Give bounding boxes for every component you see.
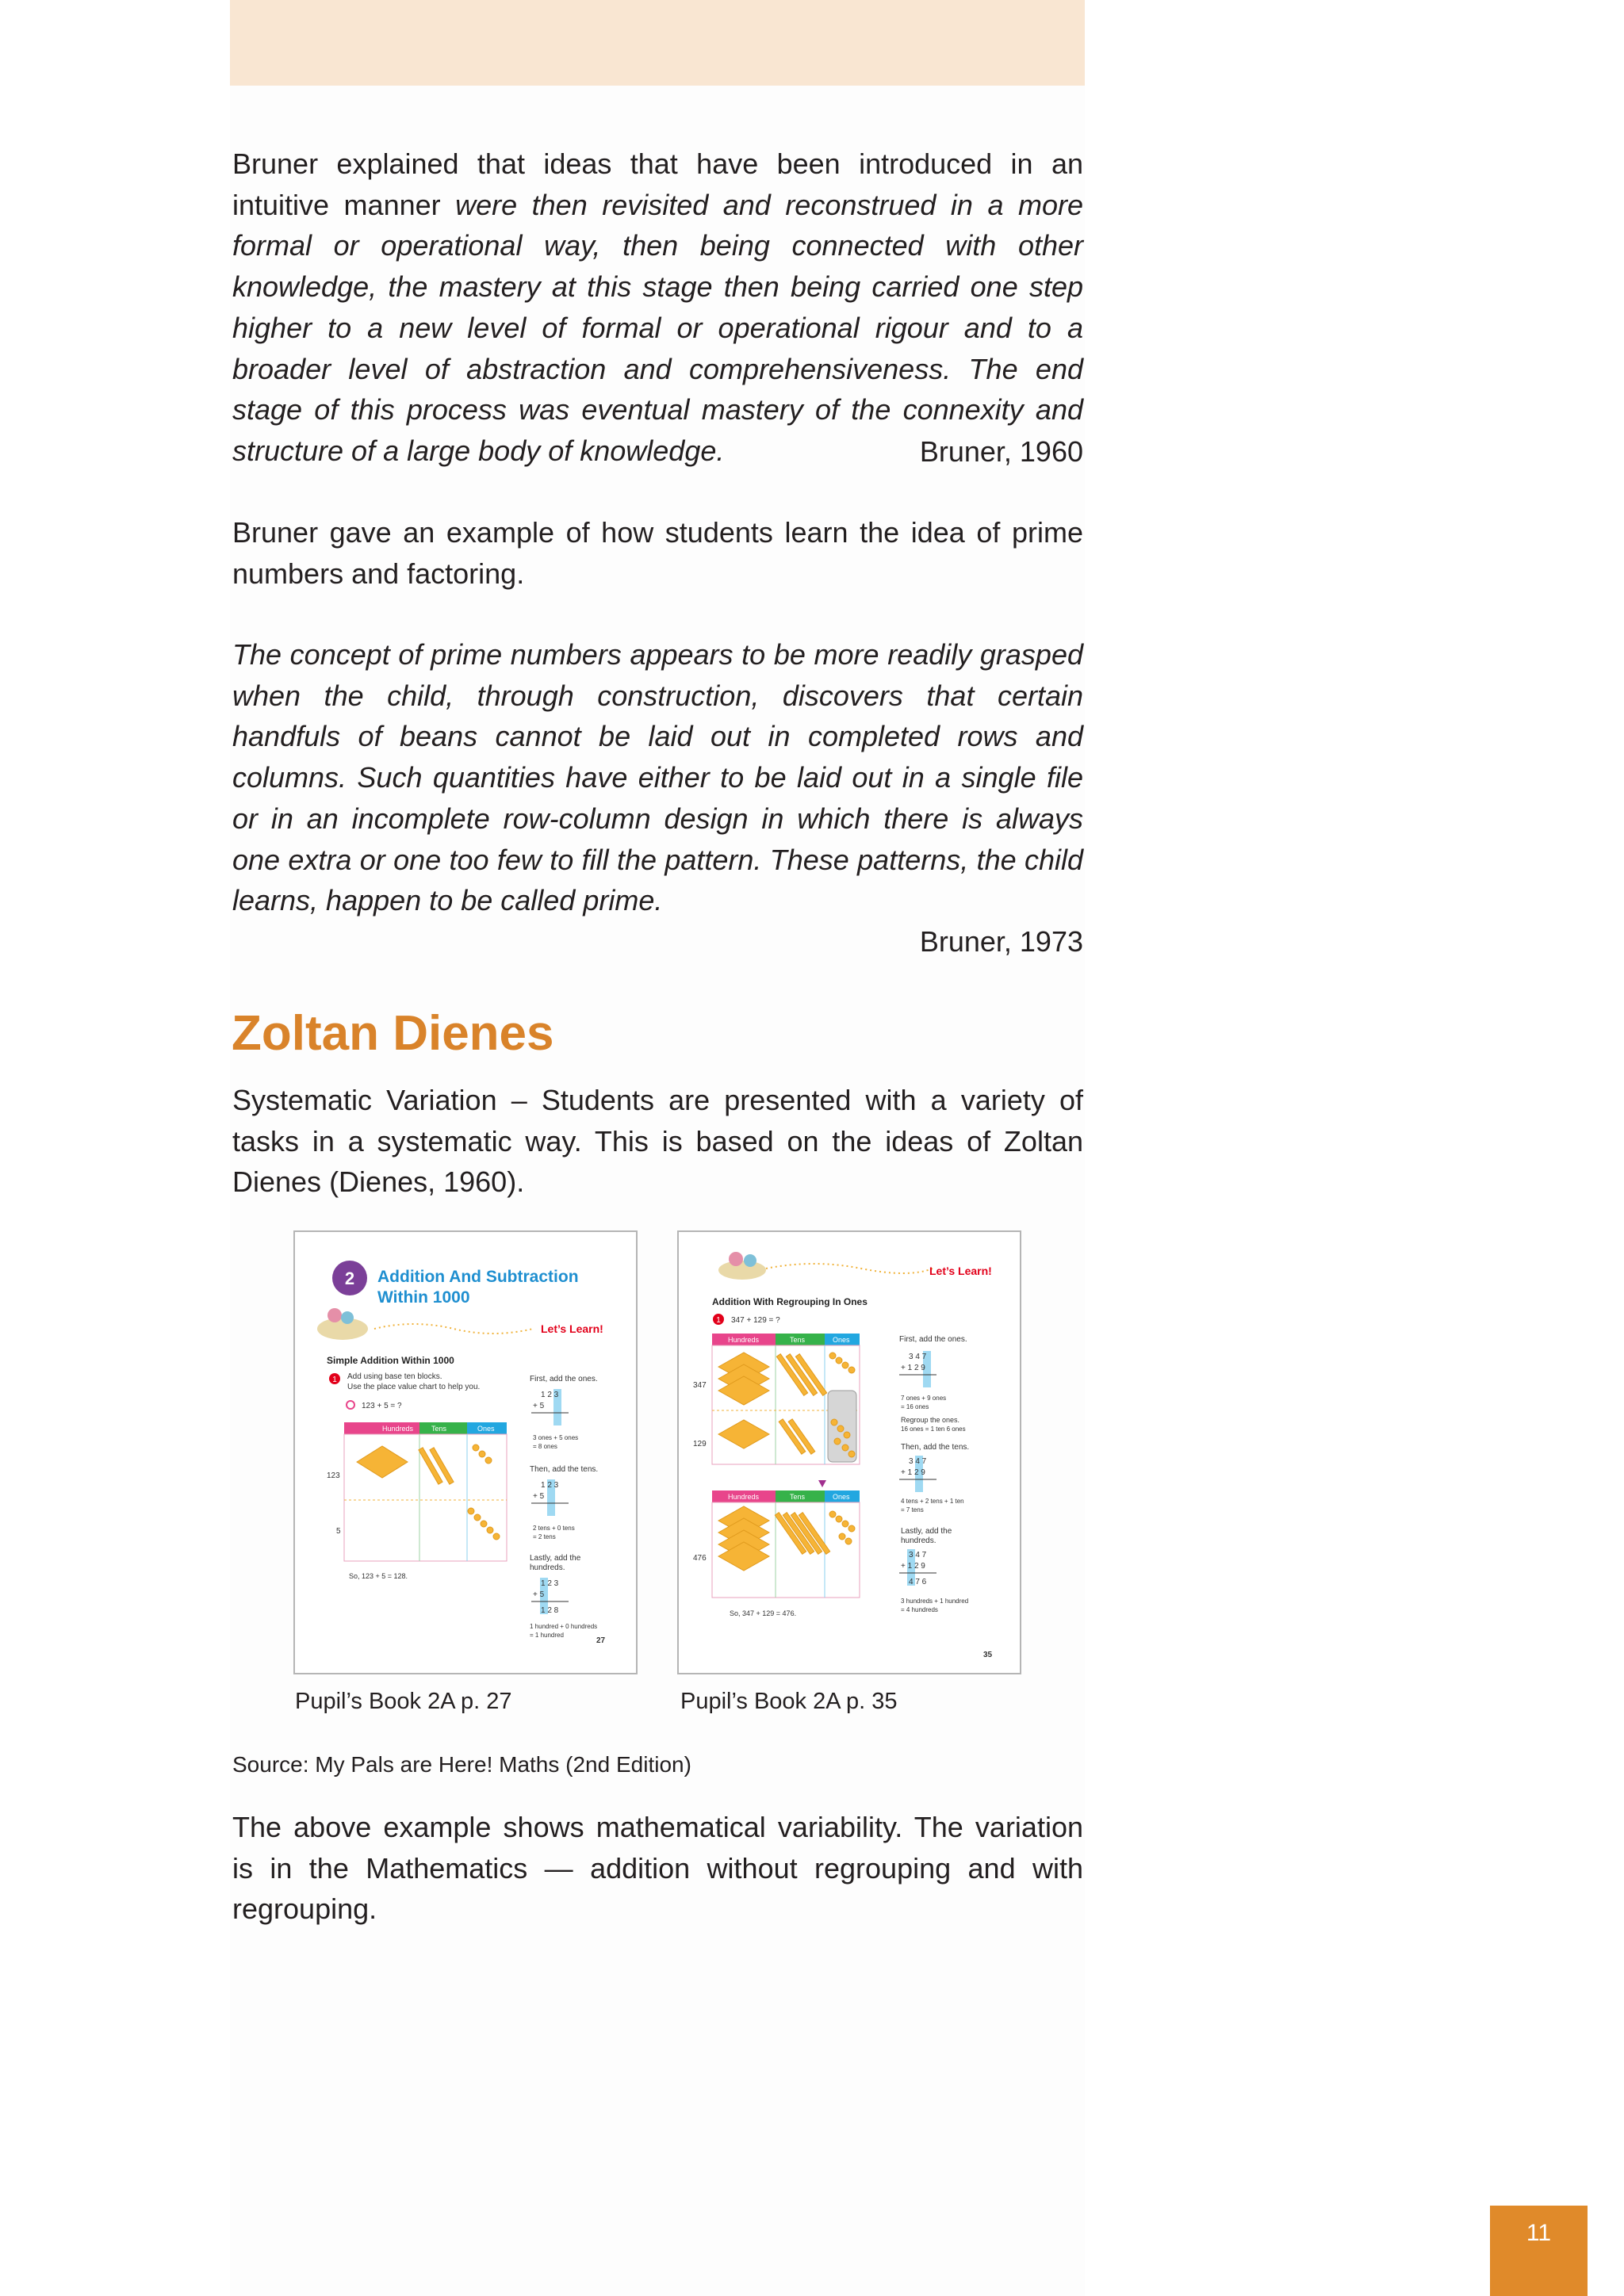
ones-result-2: = 16 ones — [901, 1403, 929, 1410]
systematic-variation-paragraph: Systematic Variation – Students are presented with a variety of tasks in a systematic way. This is based on the ideas of Zoltan Dienes (Dienes, 1960). — [232, 1084, 1083, 1199]
hund-result-2: = 1 hundred — [530, 1632, 564, 1639]
regroup-2: 16 ones = 1 ten 6 ones — [901, 1425, 966, 1433]
kids-illustration-icon — [718, 1252, 766, 1280]
first-add: First, add the ones. — [530, 1375, 598, 1383]
so-line: So, 123 + 5 = 128. — [349, 1572, 408, 1580]
vert-top-1: 1 2 3 — [541, 1391, 559, 1399]
col-hundreds: Hundreds — [728, 1336, 760, 1344]
pupils-book-p35-image — [677, 1230, 1021, 1674]
vert-plus-3: + 1 2 9 — [901, 1562, 925, 1571]
vert-plus-2: + 1 2 9 — [901, 1468, 925, 1477]
then-add: Then, add the tens. — [901, 1443, 970, 1452]
vert-top-1: 3 4 7 — [909, 1353, 927, 1361]
chapter-number: 2 — [344, 1269, 355, 1288]
vert-top-3: 3 4 7 — [909, 1551, 927, 1559]
subtitle: Addition With Regrouping In Ones — [712, 1296, 868, 1307]
source-note: Source: My Pals are Here! Maths (2nd Edition) — [232, 1752, 691, 1777]
row-label-3: 476 — [693, 1554, 707, 1563]
chapter-title-line2: Within 1000 — [377, 1288, 470, 1307]
vert-top-2: 3 4 7 — [909, 1457, 927, 1466]
bruner-1973-quote: The concept of prime numbers appears to be more readily grasped when the child, through construction, discovers that certain handfuls of beans cannot be laid out in completed rows and columns. Such quantities have either to be laid out in a single file or in an incomplete row-column design in which there is always one extra or one too few to fill the pattern. These patterns, the child learns, happen to be called prime. — [232, 638, 1083, 917]
col-hundreds: Hundreds — [382, 1425, 414, 1433]
lastly-1: Lastly, add the — [901, 1527, 952, 1536]
then-add: Then, add the tens. — [530, 1465, 599, 1474]
subtitle: Simple Addition Within 1000 — [327, 1355, 454, 1366]
col-ones-2: Ones — [833, 1493, 850, 1501]
ones-result-2: = 8 ones — [533, 1443, 557, 1450]
header-band — [230, 0, 1085, 86]
col-tens-2: Tens — [790, 1493, 806, 1501]
instruction-2: Use the place value chart to help you. — [347, 1383, 481, 1391]
col-ones: Ones — [477, 1425, 495, 1433]
vert-sum-3: 4 7 6 — [909, 1578, 927, 1586]
page-number-tab: 11 — [1490, 2206, 1588, 2296]
row-label-1: 347 — [693, 1381, 707, 1390]
col-ones: Ones — [833, 1336, 850, 1344]
vert-sum-3: 1 2 8 — [541, 1606, 559, 1615]
caption-left: Pupil’s Book 2A p. 27 — [295, 1689, 512, 1714]
base-ten-blocks-result-icon — [718, 1506, 855, 1571]
quote1-lead: Bruner explained that ideas that have been introduced in an intuitive manner — [232, 147, 1083, 221]
ones-result-1: 3 ones + 5 ones — [533, 1434, 579, 1441]
problem-text: 123 + 5 = ? — [362, 1402, 402, 1410]
hund-result-1: 1 hundred + 0 hundreds — [530, 1623, 598, 1630]
step-number: 1 — [332, 1376, 337, 1384]
row-label-1: 123 — [327, 1471, 340, 1480]
caption-right: Pupil’s Book 2A p. 35 — [680, 1689, 898, 1714]
lets-learn-label: Let’s Learn! — [929, 1265, 992, 1277]
tens-result-2: = 2 tens — [533, 1533, 556, 1540]
row-label-2: 129 — [693, 1440, 707, 1448]
row-label-2: 5 — [336, 1527, 341, 1536]
col-tens: Tens — [431, 1425, 447, 1433]
bruner-1960-quote — [232, 144, 1083, 472]
lastly-2: hundreds. — [530, 1563, 565, 1572]
step-number: 1 — [716, 1316, 721, 1325]
tens-result-2: = 7 tens — [901, 1506, 924, 1513]
vert-top-3: 1 2 3 — [541, 1579, 559, 1588]
vert-top-2: 1 2 3 — [541, 1481, 559, 1490]
lastly-2: hundreds. — [901, 1536, 936, 1545]
lets-learn-label: Let’s Learn! — [541, 1322, 603, 1335]
citation-bruner-1960: Bruner, 1960 — [919, 435, 1083, 468]
ones-result-1: 7 ones + 9 ones — [901, 1395, 947, 1402]
quote1-italic: were then revisited and reconstrued in a more formal or operational way, then being connected with other knowledge, the mastery at this stage then being carried one step higher to a new level of formal or operational rigour and to a broader level of abstraction and comprehensiveness. The end stage of this process was eventual mastery of the connexity and structure of a large body of knowledge. — [232, 188, 1083, 467]
instruction-1: Add using base ten blocks. — [347, 1372, 442, 1381]
down-arrow-icon — [818, 1480, 826, 1487]
hund-result-1: 3 hundreds + 1 hundred — [901, 1598, 969, 1605]
vert-plus-1: + 5 — [533, 1402, 545, 1410]
problem-text: 347 + 129 = ? — [731, 1316, 780, 1325]
base-ten-blocks-icon — [357, 1445, 500, 1540]
closing-paragraph: The above example shows mathematical variability. The variation is in the Mathematics — addition without regrouping and with regrouping. — [232, 1811, 1083, 1926]
lastly-1: Lastly, add the — [530, 1554, 581, 1563]
chapter-title-line1: Addition And Subtraction — [377, 1268, 579, 1286]
tens-result-1: 2 tens + 0 tens — [533, 1525, 575, 1532]
kids-illustration-icon — [317, 1308, 368, 1340]
tens-result-1: 4 tens + 2 tens + 1 ten — [901, 1498, 964, 1505]
prime-intro-paragraph: Bruner gave an example of how students learn the idea of prime numbers and factoring. — [232, 516, 1083, 590]
regroup-1: Regroup the ones. — [901, 1416, 960, 1424]
pupils-book-p27-image — [293, 1230, 638, 1674]
vert-plus-3: + 5 — [533, 1590, 545, 1599]
citation-bruner-1973: Bruner, 1973 — [919, 925, 1083, 958]
page-number-27: 27 — [596, 1636, 606, 1645]
first-add: First, add the ones. — [899, 1335, 967, 1344]
so-line: So, 347 + 129 = 476. — [730, 1609, 797, 1617]
page-number-35: 35 — [983, 1651, 993, 1659]
hund-result-2: = 4 hundreds — [901, 1606, 938, 1613]
col-hundreds-2: Hundreds — [728, 1493, 760, 1501]
vert-plus-2: + 5 — [533, 1492, 545, 1501]
section-heading: Zoltan Dienes — [232, 1006, 554, 1061]
vert-plus-1: + 1 2 9 — [901, 1364, 925, 1372]
col-tens: Tens — [790, 1336, 806, 1344]
